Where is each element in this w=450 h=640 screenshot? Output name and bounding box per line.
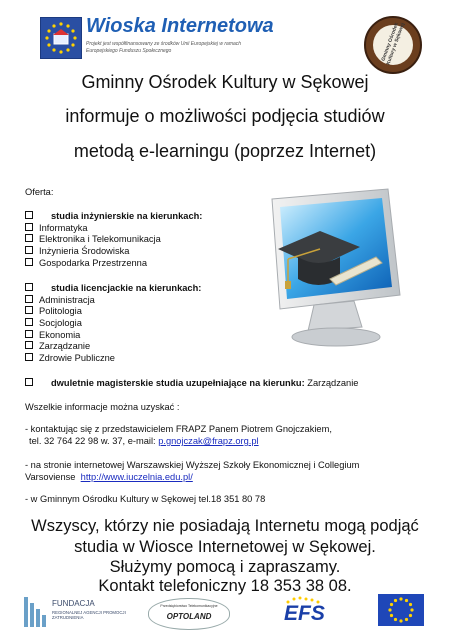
- seal-text: Gminny Ośrodek Kultury w Sękowej: [380, 22, 407, 66]
- website-link[interactable]: http://www.iuczelnia.edu.pl/: [80, 472, 193, 482]
- item-label: Gospodarka Przestrzenna: [39, 257, 148, 268]
- item-label: Politologia: [39, 306, 82, 317]
- headline-line-2: informuje o możliwości podjęcia studiów: [65, 106, 385, 126]
- offer-label: Oferta:: [25, 187, 54, 197]
- eu-flag-footer-icon: [378, 594, 424, 626]
- checkbox-icon: [25, 341, 33, 349]
- web-line-2-text: Varsoviense: [25, 472, 76, 482]
- checkbox-icon: [25, 234, 33, 242]
- header-subtitle: Projekt jest współfinansowany ze środków Unii Europejskiej w ramach Europejskiego Funduszu Społecznego: [86, 41, 242, 54]
- gok-contact-line: - w Gminnym Ośrodku Kultury w Sękowej tel.18 351 80 78: [25, 494, 266, 504]
- checkbox-icon: [25, 295, 33, 303]
- footer-line-4: Kontakt telefoniczny 18 353 38 08.: [98, 577, 352, 595]
- list-item: [25, 295, 201, 307]
- group-title: dwuletnie magisterskie studia uzupełniające na kierunku:: [51, 378, 305, 388]
- computer-graduation-cap-illustration: [258, 187, 408, 349]
- list-item: [25, 353, 201, 365]
- item-label: Inżynieria Środowiska: [39, 246, 130, 257]
- bachelor-studies-list: [25, 283, 201, 365]
- optoland-name: OPTOLAND: [166, 612, 212, 621]
- headline-line-1: Gminny Ośrodek Kultury w Sękowej: [81, 72, 369, 92]
- checkbox-icon: [25, 353, 33, 361]
- footer-line-3: Służymy pomocą i zapraszamy.: [109, 558, 341, 576]
- wioska-internetowa-logo: [40, 17, 290, 65]
- checkbox-icon: [25, 318, 33, 326]
- contact-line-1: - kontaktując się z przedstawicielem FRAPZ Panem Piotrem Gnojczakiem,: [25, 424, 332, 434]
- web-line-1: - na stronie internetowej Warszawskiej Wyższej Szkoły Ekonomicznej i Collegium: [25, 460, 360, 470]
- optoland-subtitle: Przedsiębiorstwo Telekomunikacyjne: [160, 604, 218, 608]
- item-label: Administracja: [39, 294, 95, 305]
- info-intro: Wszelkie informacje można uzyskać :: [25, 402, 180, 412]
- efs-logo: [278, 596, 338, 628]
- fundacja-name: FUNDACJA: [52, 599, 95, 608]
- checkbox-icon: [25, 306, 33, 314]
- checkbox-icon: [25, 211, 33, 219]
- list-item: [25, 258, 202, 270]
- item-label: Informatyka: [39, 222, 88, 233]
- list-item: [25, 246, 202, 258]
- group-title: studia inżynierskie na kierunkach:: [51, 211, 203, 221]
- item-label: Zdrowie Publiczne: [39, 353, 115, 364]
- checkbox-icon: [25, 378, 33, 386]
- item-label: Elektronika i Telekomunikacja: [39, 234, 161, 245]
- gok-seal-logo: [364, 16, 422, 74]
- checkbox-icon: [25, 330, 33, 338]
- headline-line-3: metodą e-learningu (poprzez Internet): [73, 141, 377, 161]
- list-item: [25, 211, 202, 223]
- checkbox-icon: [25, 223, 33, 231]
- checkbox-icon: [25, 283, 33, 291]
- web-line-2: [25, 472, 193, 484]
- item-label: Socjologia: [39, 318, 82, 329]
- group-title: studia licencjackie na kierunkach:: [51, 283, 202, 293]
- efs-text: EFS: [284, 602, 325, 625]
- email-link[interactable]: p.gnojczak@frapz.org.pl: [158, 436, 259, 446]
- fundacja-rapz-logo: [24, 595, 134, 630]
- checkbox-icon: [25, 258, 33, 266]
- fundacja-subtitle: REGIONALNEJ AGENCJI PROMOCJI ZATRUDNIENIA: [52, 610, 126, 621]
- contact-line-2: [29, 436, 259, 448]
- contact-phone-text: tel. 32 764 22 98 w. 37, e-mail:: [29, 436, 159, 446]
- header-title: Wioska Internetowa: [86, 15, 274, 37]
- footer-line-1: Wszyscy, którzy nie posiadają Internetu mogą podjąć: [31, 517, 419, 535]
- master-studies-line: [25, 378, 358, 390]
- optoland-logo: [148, 598, 228, 628]
- list-item: [25, 330, 201, 342]
- list-item: [25, 341, 201, 353]
- engineering-studies-list: [25, 211, 202, 269]
- list-item: [25, 223, 202, 235]
- list-item: [25, 306, 201, 318]
- group-value: Zarządzanie: [307, 378, 359, 388]
- eu-flag-icon: [40, 17, 82, 59]
- list-item: [25, 234, 202, 246]
- item-label: Ekonomia: [39, 329, 81, 340]
- footer-line-2: studia w Wiosce Internetowej w Sękowej.: [74, 538, 376, 556]
- item-label: Zarządzanie: [39, 341, 91, 352]
- checkbox-icon: [25, 246, 33, 254]
- list-item: [25, 283, 201, 295]
- list-item: [25, 318, 201, 330]
